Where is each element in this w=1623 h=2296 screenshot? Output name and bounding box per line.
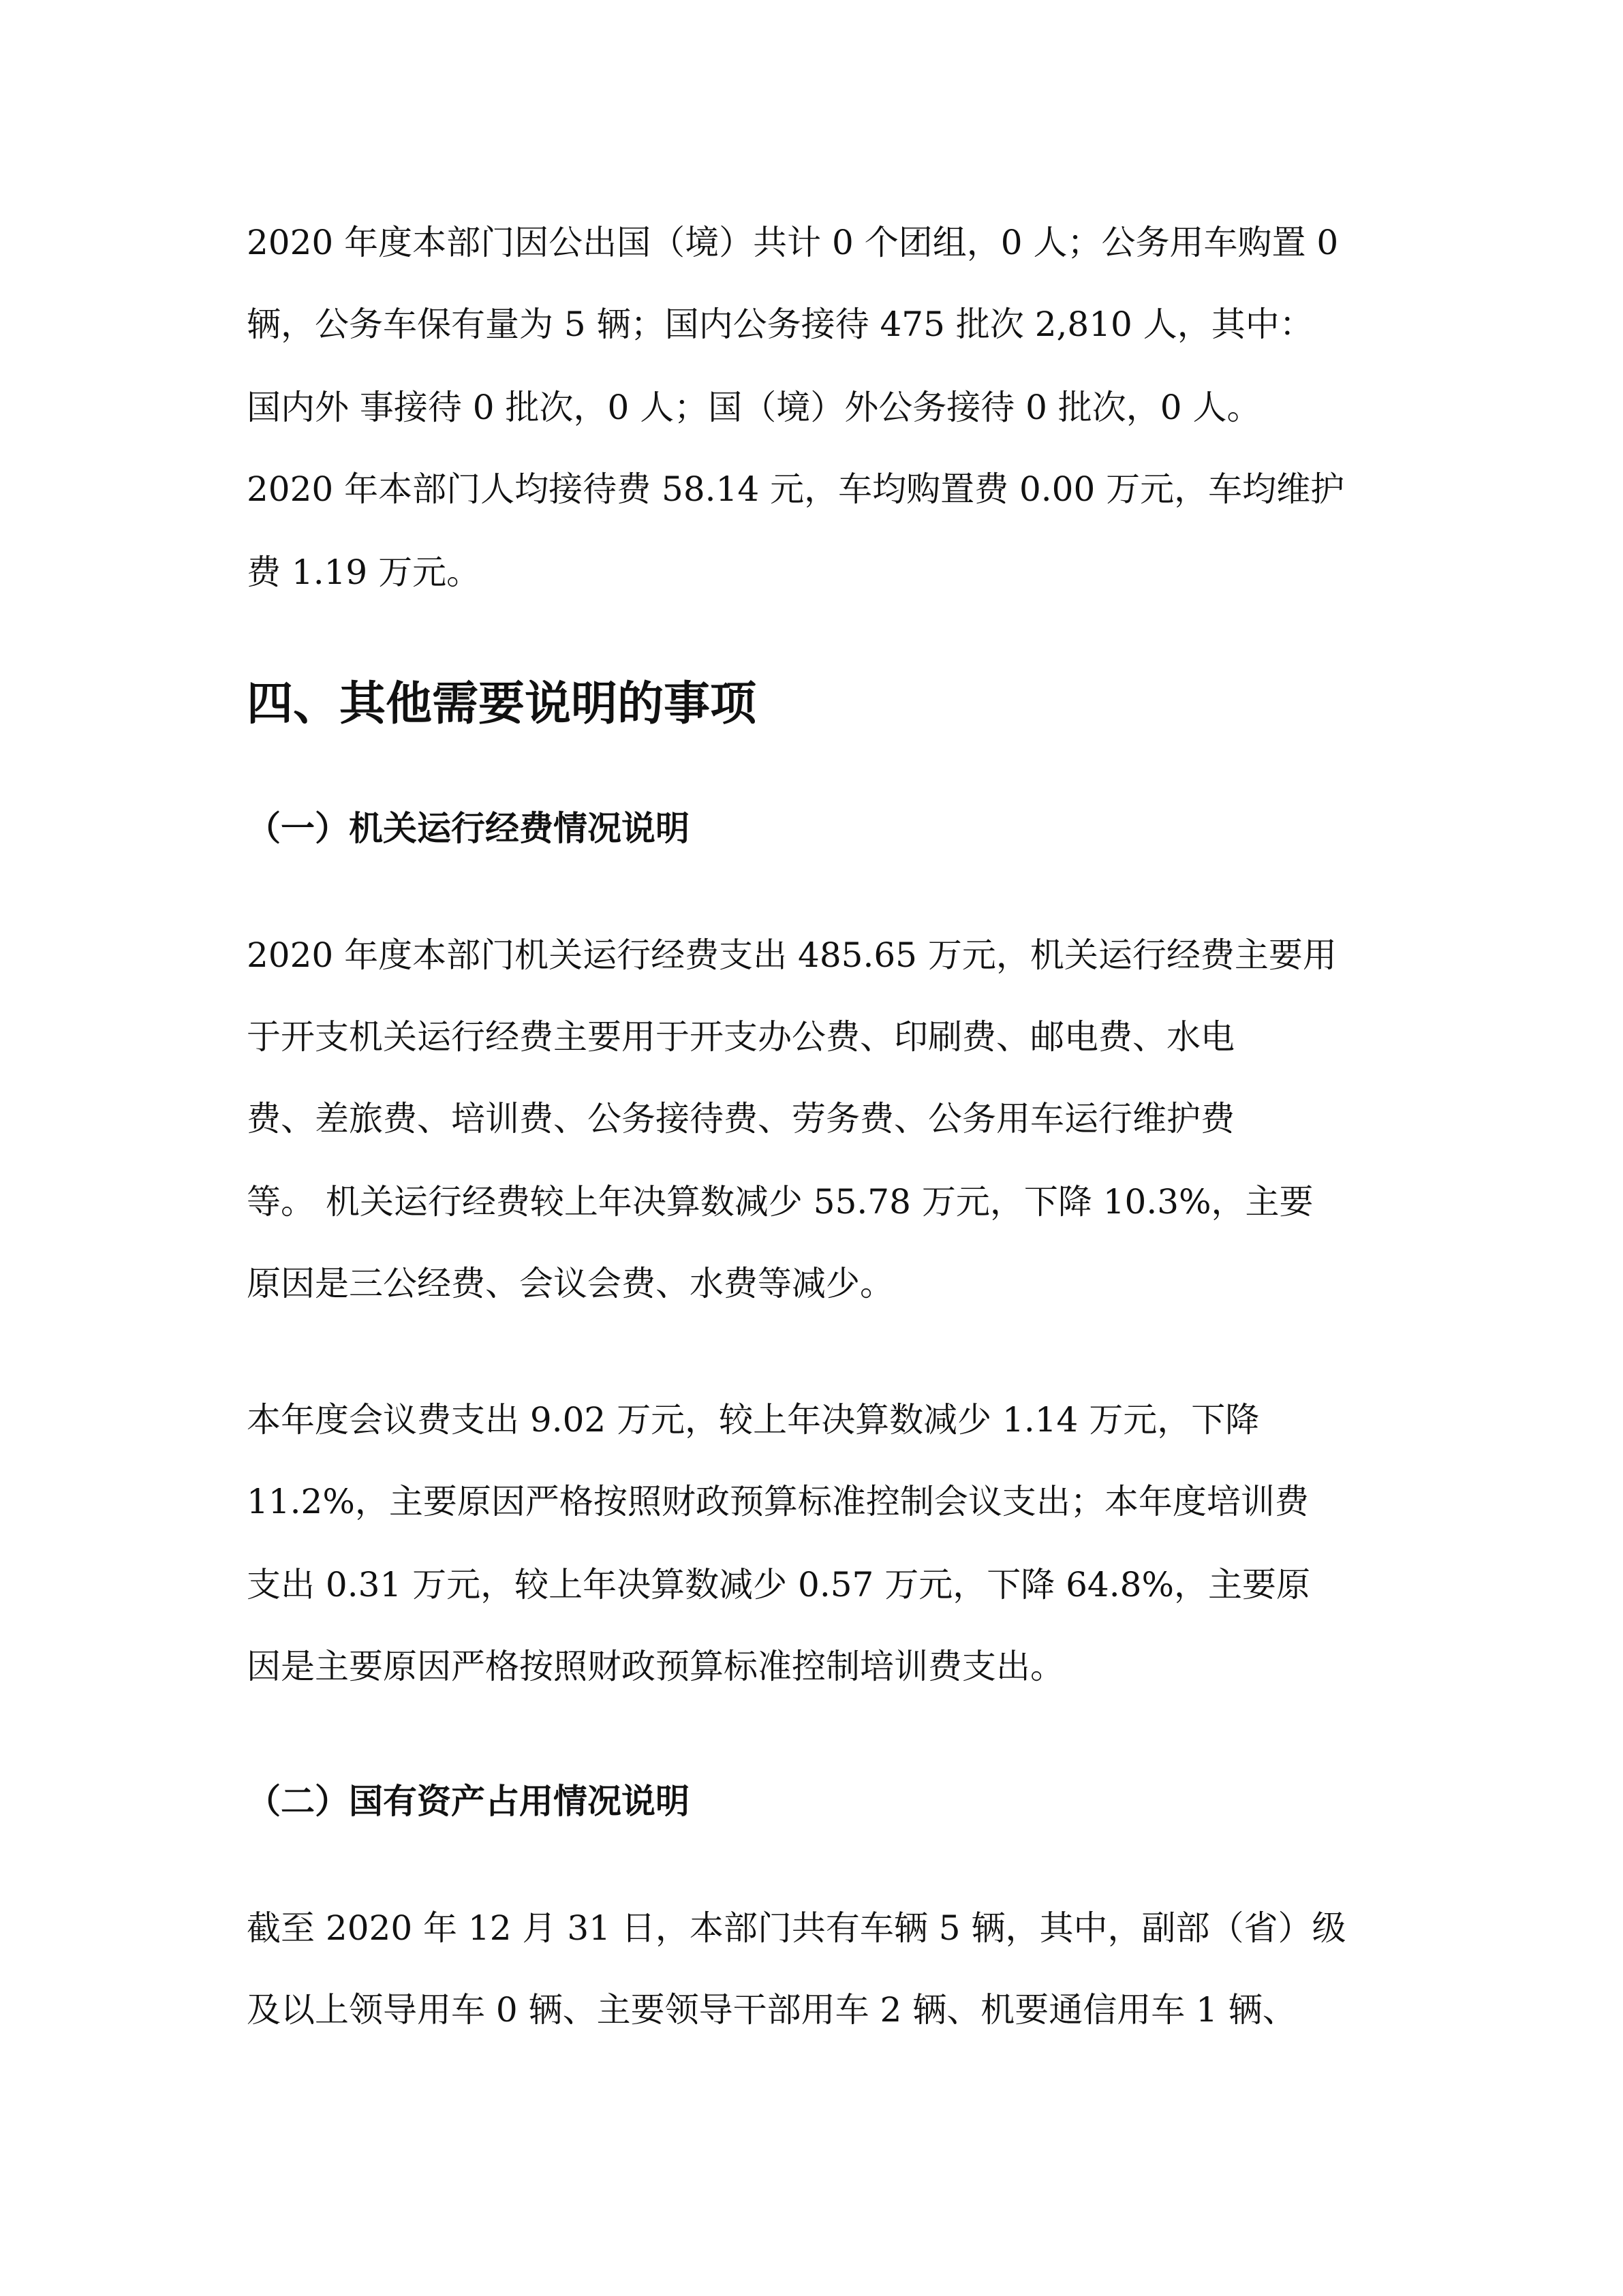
paragraph-line: 费 1.19 万元。 [247,553,481,592]
paragraph-line: 2020 年本部门人均接待费 58.14 元，车均购置费 0.00 万元，车均维护 [247,469,1345,509]
paragraph-line: 因是主要原因严格按照财政预算标准控制培训费支出。 [247,1647,1064,1686]
paragraph-line: 等。 机关运行经费较上年决算数减少 55.78 万元，下降 10.3%，主要 [247,1182,1314,1222]
paragraph-line: 原因是三公经费、会议会费、水费等减少。 [247,1264,894,1303]
paragraph-line: 于开支机关运行经费主要用于开支办公费、印刷费、邮电费、水电 [247,1017,1235,1057]
subsection-heading: （二）国有资产占用情况说明 [247,1782,690,1821]
paragraph-line: 截至 2020 年 12 月 31 日，本部门共有车辆 5 辆，其中，副部（省）级 [247,1908,1346,1948]
paragraph-line: 11.2%，主要原因严格按照财政预算标准控制会议支出；本年度培训费 [247,1482,1309,1521]
paragraph-line: 2020 年度本部门机关运行经费支出 485.65 万元，机关运行经费主要用 [247,935,1337,975]
subsection-heading: （一）机关运行经费情况说明 [247,809,690,848]
paragraph-line: 国内外 事接待 0 批次，0 人；国（境）外公务接待 0 批次，0 人。 [247,388,1261,427]
paragraph-line: 费、差旅费、培训费、公务接待费、劳务费、公务用车运行维护费 [247,1099,1235,1138]
paragraph-line: 2020 年度本部门因公出国（境）共计 0 个团组，0 人；公务用车购置 0 [247,223,1339,262]
section-heading: 四、其他需要说明的事项 [247,677,757,731]
paragraph-line: 及以上领导用车 0 辆、主要领导干部用车 2 辆、机要通信用车 1 辆、 [247,1990,1297,2030]
paragraph-line: 本年度会议费支出 9.02 万元，较上年决算数减少 1.14 万元，下降 [247,1400,1260,1440]
paragraph-line: 支出 0.31 万元，较上年决算数减少 0.57 万元，下降 64.8%，主要原 [247,1565,1310,1604]
paragraph-line: 辆，公务车保有量为 5 辆；国内公务接待 475 批次 2,810 人，其中： [247,305,1314,344]
